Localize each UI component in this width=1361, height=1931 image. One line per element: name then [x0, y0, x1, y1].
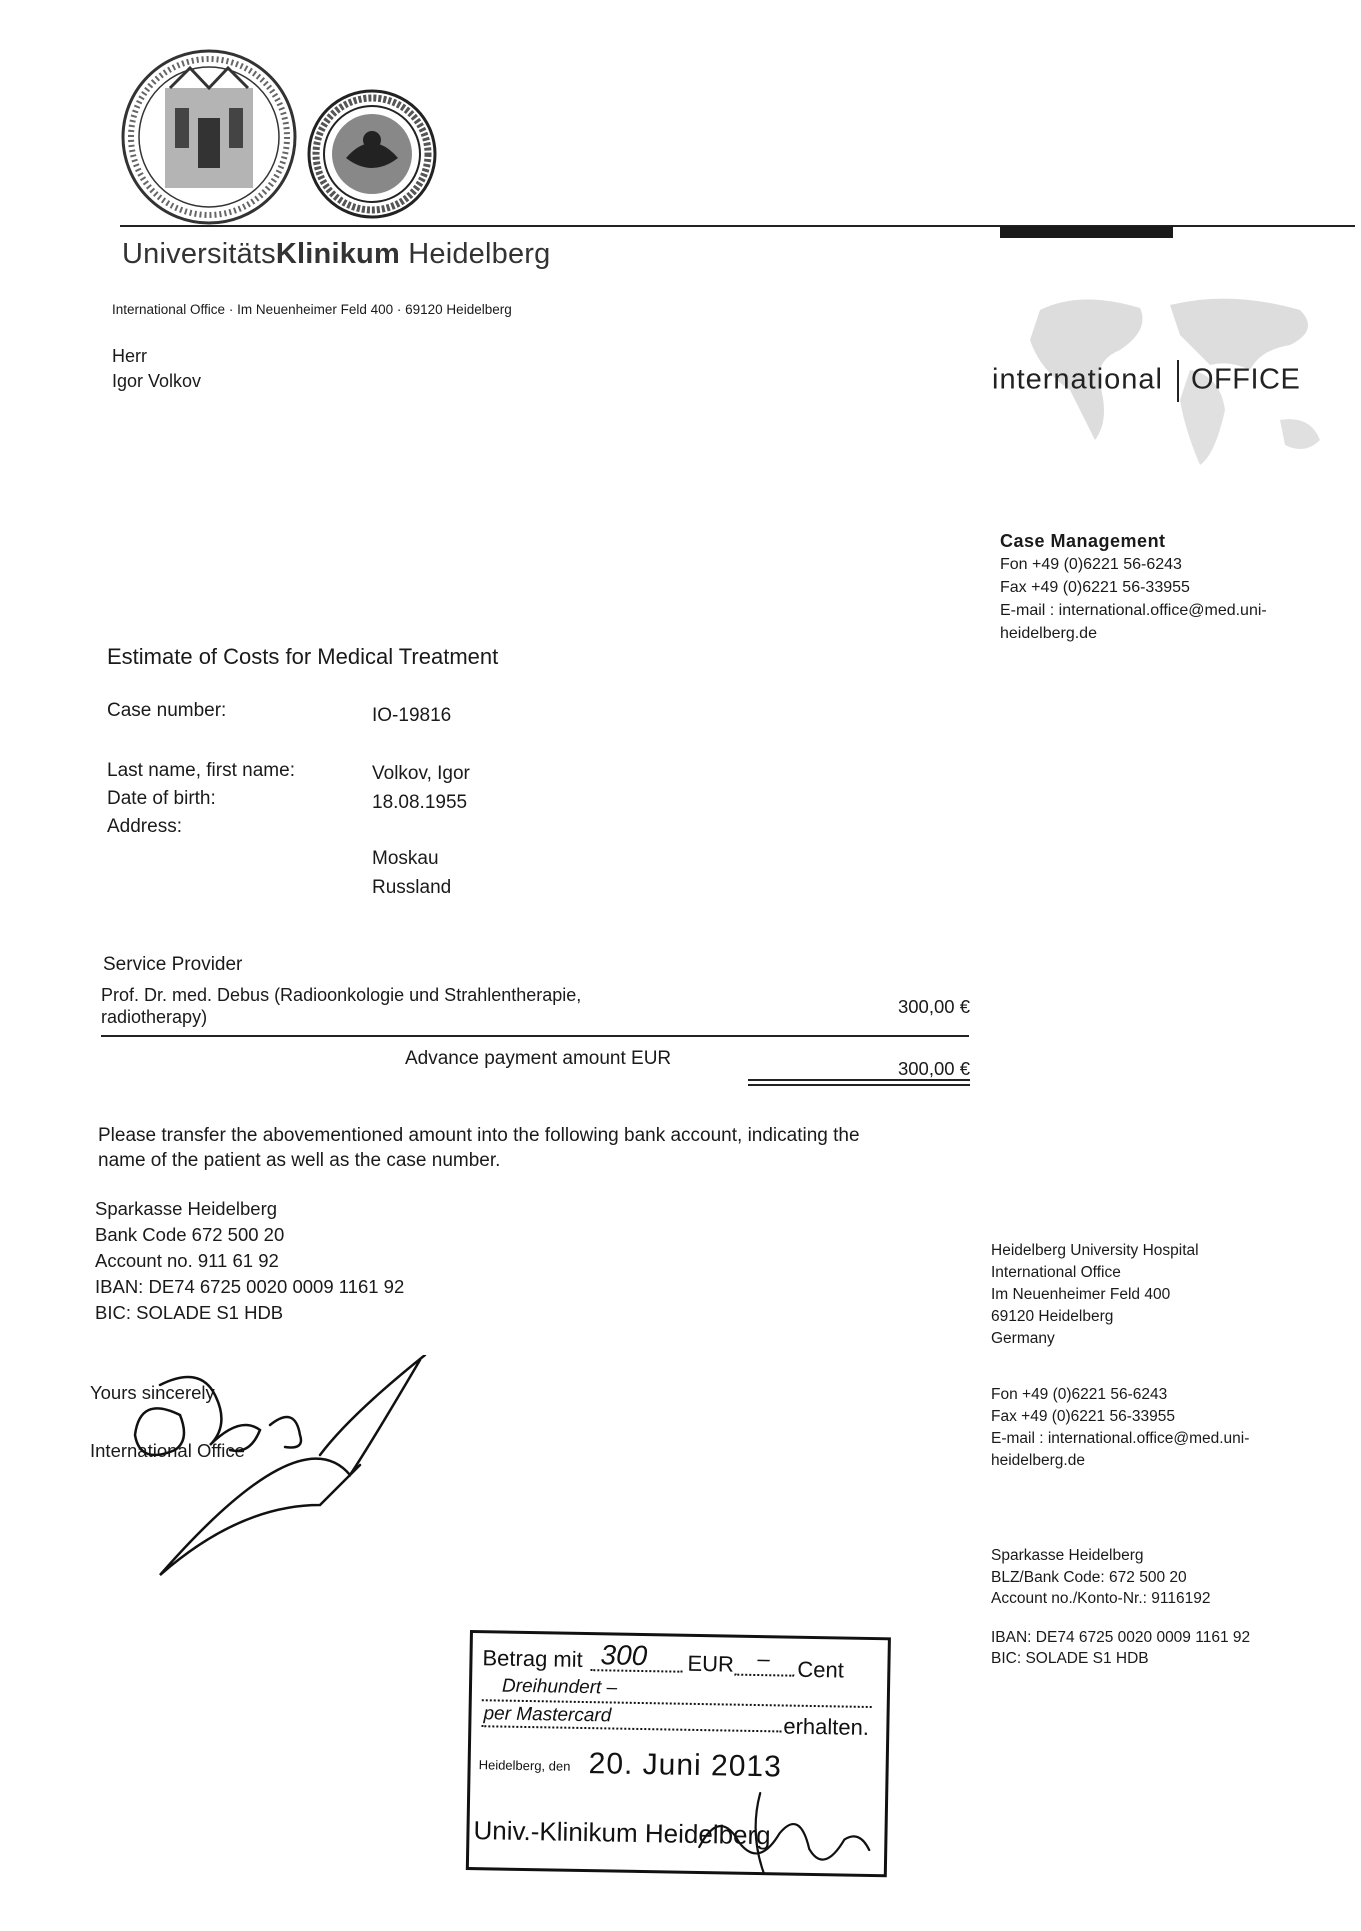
- payment-receipt-stamp: [466, 1630, 891, 1877]
- case-management-title: Case Management: [1000, 531, 1166, 551]
- account-number: Account no. 911 61 92: [95, 1250, 279, 1271]
- service-provider-description: Prof. Dr. med. Debus (Radioonkologie und Strahlentherapie, radiotherapy): [101, 985, 582, 1027]
- recipient-salutation: Herr: [112, 346, 147, 366]
- sender-address-line: International Office · Im Neuenheimer Feld 400 · 69120 Heidelberg: [112, 302, 512, 317]
- name-value: Volkov, Igor: [372, 763, 470, 784]
- closing-office: International Office: [90, 1440, 245, 1461]
- stamp-eur-label: EUR: [687, 1650, 735, 1677]
- stamp-place-label: Heidelberg, den: [478, 1757, 571, 1774]
- cm-fon: Fon +49 (0)6221 56-6243: [1000, 556, 1182, 573]
- university-seal: [120, 48, 298, 226]
- double-underline-bottom: [748, 1084, 970, 1086]
- stamp-signature: [689, 1787, 881, 1880]
- stamp-footer-name: Univ.-Klinikum Heidelberg: [473, 1815, 771, 1851]
- address-country: Russland: [372, 877, 452, 898]
- stamp-amount-handwritten: 300: [600, 1639, 648, 1672]
- header-bar: [1000, 226, 1173, 238]
- case-number-label: Case number:: [107, 700, 227, 721]
- recipient-block: [112, 344, 201, 394]
- hospital-bank-sidebar: Sparkasse Heidelberg BLZ/Bank Code: 672 500 20 Account no./Konto-Nr.: 9116192 IBAN: DE74 6725 0020 0009 1161 92 BIC: SOLADE S1 HDB: [991, 1547, 1251, 1667]
- dob-value: 18.08.1955: [372, 792, 468, 813]
- name-label: Last name, first name:: [107, 760, 295, 781]
- stamp-cent-handwritten: –: [757, 1646, 771, 1672]
- hospital-name: UniversitätsKlinikum Heidelberg: [122, 238, 551, 270]
- bank-name: Sparkasse Heidelberg: [95, 1198, 278, 1219]
- cm-fax: Fax +49 (0)6221 56-33955: [1000, 579, 1190, 596]
- stamp-purpose-handwritten: per Mastercard: [483, 1703, 612, 1727]
- bank-details: [95, 1196, 404, 1326]
- closing-sincerely: Yours sincerely: [90, 1382, 215, 1403]
- stamp-betrag-label: Betrag mit: [482, 1645, 583, 1672]
- bank-code: Bank Code 672 500 20: [95, 1224, 285, 1245]
- address-label: Address:: [107, 816, 182, 837]
- stamp-date: 20. Juni 2013: [588, 1747, 783, 1784]
- stamp-amount-words-handwritten: Dreihundert –: [501, 1675, 618, 1699]
- transfer-instructions: Please transfer the abovementioned amount into the following bank account, indicating the name of the patient as well as the case number.: [98, 1125, 860, 1171]
- service-amount: 300,00 €: [897, 996, 970, 1017]
- iban: IBAN: DE74 6725 0020 0009 1161 92: [95, 1276, 405, 1297]
- handwritten-signature: [120, 1355, 440, 1595]
- cm-email: E-mail : international.office@med.uni- heidelberg.de: [1000, 602, 1267, 642]
- hospital-contact-sidebar: Fon +49 (0)6221 56-6243 Fax +49 (0)6221 56-33955 E-mail : international.office@med.uni- heidelberg.de: [991, 1386, 1250, 1469]
- double-underline-top: [748, 1079, 970, 1081]
- bic: BIC: SOLADE S1 HDB: [95, 1302, 284, 1323]
- dob-label: Date of birth:: [107, 788, 216, 809]
- recipient-name: Igor Volkov: [112, 371, 202, 391]
- document-title: Estimate of Costs for Medical Treatment: [107, 644, 499, 669]
- stamp-cent-label: Cent: [797, 1656, 845, 1683]
- stamp-erhalten-label: erhalten.: [783, 1713, 870, 1740]
- international-office-logo-text: international OFFICE: [992, 360, 1300, 402]
- hospital-address-sidebar: Heidelberg University Hospital International Office Im Neuenheimer Feld 400 69120 Heidelberg Germany: [991, 1242, 1199, 1347]
- total-separator-rule: [101, 1035, 969, 1037]
- faculty-seal: [306, 88, 438, 220]
- case-management-contact: [1000, 530, 1300, 645]
- case-number-value: IO-19816: [372, 705, 452, 726]
- service-provider-heading: Service Provider: [103, 954, 243, 975]
- advance-payment-label: Advance payment amount EUR: [405, 1048, 672, 1069]
- address-city: Moskau: [372, 848, 439, 869]
- advance-payment-amount: 300,00 €: [897, 1058, 970, 1079]
